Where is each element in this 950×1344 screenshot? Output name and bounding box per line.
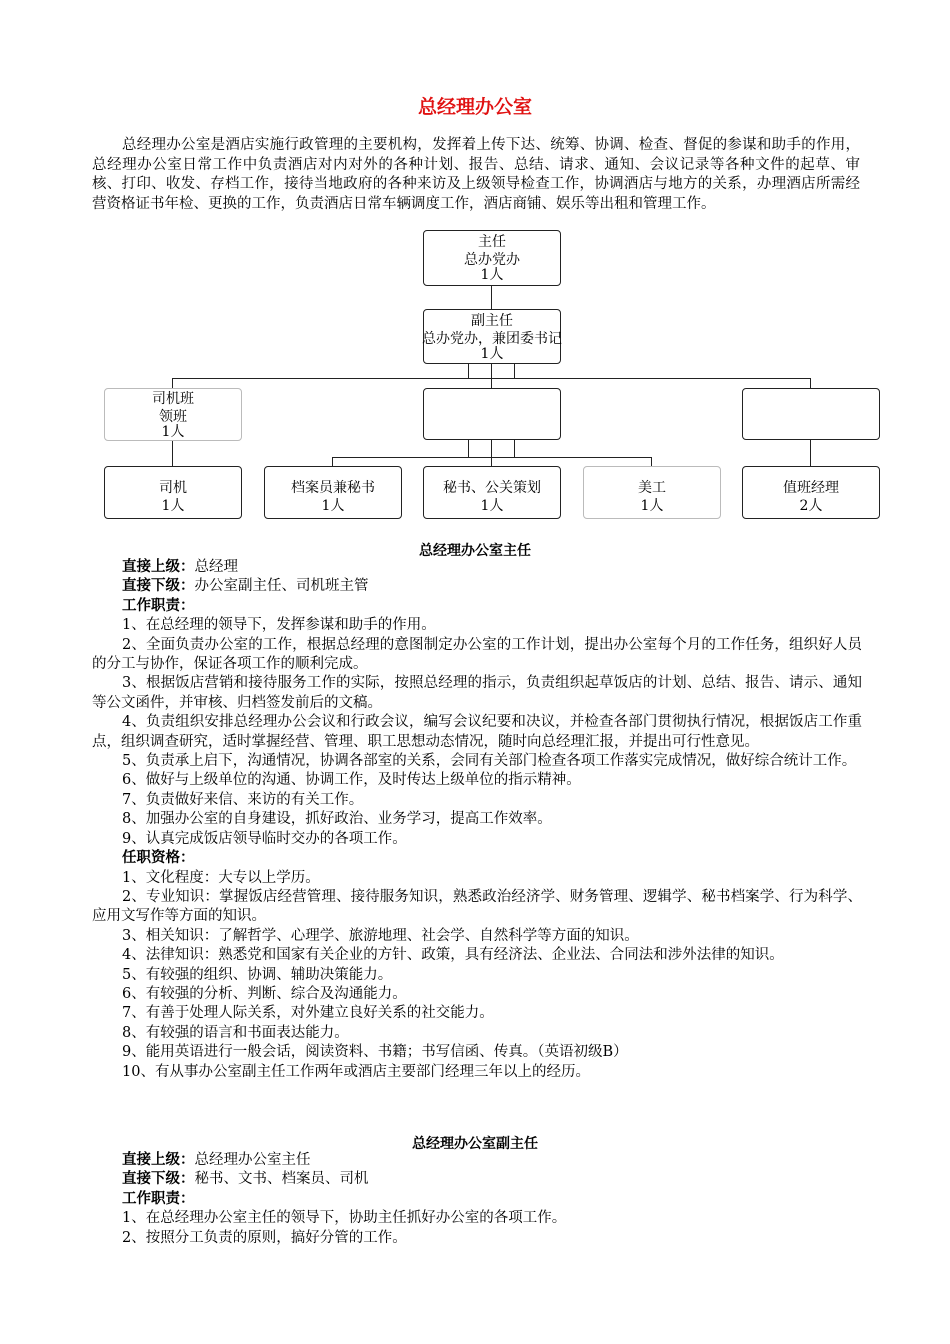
- director-count: 1人: [480, 267, 504, 283]
- duty-item: 8、加强办公室的自身建设，抓好政治、业务学习，提高工作效率。: [122, 811, 552, 828]
- deputy-section: [92, 1151, 862, 1248]
- duty-manager-count: 2人: [799, 498, 823, 514]
- driver-count: 1人: [161, 498, 185, 514]
- driver-title: 司机: [159, 480, 187, 496]
- org-box-deputy: [423, 309, 561, 364]
- org-box-director: [423, 230, 561, 286]
- qualification-item: 7、有善于处理人际关系，对外建立良好关系的社交能力。: [122, 1005, 494, 1022]
- org-box-driver-lead: [104, 388, 242, 441]
- duty-item: 2、按照分工负责的原则，搞好分管的工作。: [122, 1229, 407, 1246]
- duty-item: 1、在总经理办公室主任的领导下，协助主任抓好办公室的各项工作。: [122, 1210, 567, 1227]
- subordinate-line: 直接下级：办公室副主任、司机班主管: [122, 578, 369, 595]
- duty-item: 4、负责组织安排总经理办公会议和行政会议，编写会议纪要和决议，并检查各部门贯彻执行情况，根据饭店工作重点，组织调查研究，适时掌握经营、管理、职工思想动态情况，随时向总经理汇报，并提出可行性意见。: [92, 714, 862, 750]
- qualification-item: 5、有较强的组织、协调、辅助决策能力。: [122, 966, 393, 983]
- duty-item: 1、在总经理的领导下，发挥参谋和助手的作用。: [122, 617, 436, 634]
- qualification-item: 6、有较强的分析、判断、综合及沟通能力。: [122, 985, 407, 1002]
- qualification-item: 1、文化程度：大专以上学历。: [122, 869, 320, 886]
- org-box-secretary: [423, 466, 561, 519]
- superior-line: 直接上级：总经理办公室主任: [122, 1152, 311, 1168]
- deputy-count: 1人: [480, 346, 504, 362]
- qualification-item: 3、相关知识：了解哲学、心理学、旅游地理、社会学、自然科学等方面的知识。: [122, 927, 639, 944]
- duties-label: 工作职责：: [122, 597, 195, 614]
- duty-item: 6、做好与上级单位的沟通、协调工作，及时传达上级单位的指示精神。: [122, 772, 581, 789]
- duty-manager-title: 值班经理: [783, 480, 839, 496]
- secretary-title: 秘书、公关策划: [443, 480, 541, 496]
- qualifications-label: 任职资格：: [122, 850, 195, 867]
- duty-item: 3、根据饭店营销和接待服务工作的实际，按照总经理的指示，负责组织起草饭店的计划、总结、报告、请示、通知等公文函件，并审核、归档签发前后的文稿。: [92, 675, 862, 711]
- secretary-count: 1人: [480, 498, 504, 514]
- page-title: 总经理办公室: [417, 96, 532, 118]
- director-title: 主任: [478, 234, 506, 250]
- director-dept: 总办党办: [464, 252, 520, 268]
- artist-count: 1人: [640, 498, 664, 514]
- duties-label: 工作职责：: [122, 1190, 195, 1207]
- org-box-empty-middle: [423, 388, 561, 440]
- superior-line: 直接上级：总经理: [122, 559, 238, 575]
- org-box-empty-right: [742, 388, 880, 440]
- qualification-item: 10、有从事办公室副主任工作两年或酒店主要部门经理三年以上的经历。: [122, 1063, 590, 1080]
- org-box-archivist: [264, 466, 402, 519]
- deputy-dept: 总办党办，兼团委书记: [422, 331, 562, 347]
- duty-item: 9、认真完成饭店领导临时交办的各项工作。: [122, 830, 407, 847]
- duty-item: 2、全面负责办公室的工作，根据总经理的意图制定办公室的工作计划，提出办公室每个月的工作任务，组织好人员的分工与协作，保证各项工作的顺利完成。: [92, 636, 862, 673]
- director-section-heading: 总经理办公室主任: [419, 543, 531, 559]
- qualification-item: 4、法律知识：熟悉党和国家有关企业的方针、政策，具有经济法、企业法、合同法和涉外法律的知识。: [122, 947, 784, 964]
- director-section: [92, 558, 862, 1082]
- deputy-section-heading: 总经理办公室副主任: [412, 1136, 538, 1152]
- driver-lead-count: 1人: [161, 424, 185, 440]
- driver-lead-role: 领班: [159, 409, 187, 425]
- artist-title: 美工: [638, 480, 666, 496]
- deputy-title: 副主任: [471, 313, 513, 329]
- archivist-title: 档案员兼秘书: [291, 480, 375, 496]
- qualification-item: 9、能用英语进行一般会话，阅读资料、书籍；书写信函、传真。（英语初级B）: [122, 1044, 628, 1061]
- org-box-driver: [104, 466, 242, 519]
- duty-item: 5、负责承上启下，沟通情况，协调各部室的关系，会同有关部门检查各项工作落实完成情况，做好综合统计工作。: [122, 753, 857, 770]
- org-box-artist: [583, 466, 721, 519]
- archivist-count: 1人: [321, 498, 345, 514]
- org-box-duty-manager: [742, 466, 880, 519]
- qualification-item: 8、有较强的语言和书面表达能力。: [122, 1024, 349, 1041]
- intro-paragraph: 总经理办公室是酒店实施行政管理的主要机构，发挥着上传下达、统筹、协调、检查、督促的参谋和助手的作用，总经理办公室日常工作中负责酒店对内对外的各种计划、报告、总结、请求、通知、会议记录等各种文件的起草、审核、打印、收发、存档工作，接待当地政府的各种来访及上级领导检查工作，协调酒店与地方的关系，办理酒店所需经营资格证书年检、更换的工作，负责酒店日常车辆调度工作，酒店商铺、娱乐等出租和管理工作。: [92, 137, 860, 212]
- qualification-item: 2、专业知识：掌握饭店经营管理、接待服务知识，熟悉政治经济学、财务管理、逻辑学、秘书档案学、行为科学、应用文写作等方面的知识。: [92, 888, 862, 925]
- duty-item: 7、负责做好来信、来访的有关工作。: [122, 791, 364, 808]
- subordinate-line: 直接下级：秘书、文书、档案员、司机: [122, 1171, 369, 1188]
- driver-lead-title: 司机班: [152, 391, 194, 407]
